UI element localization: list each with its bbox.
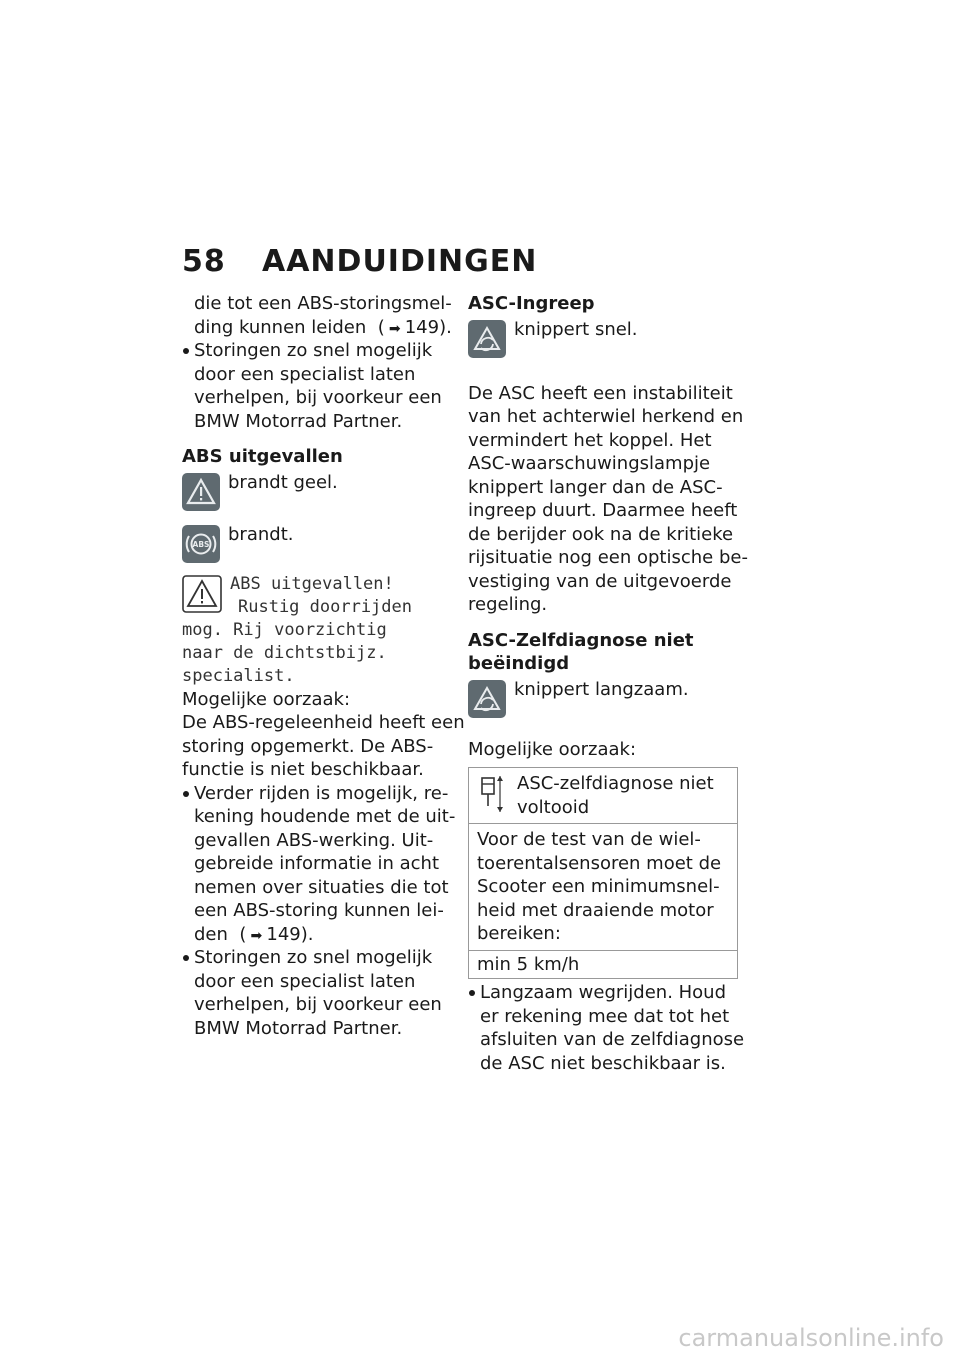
abs-light-text: brandt.	[228, 523, 294, 545]
paragraph-line: vermindert het koppel. Het	[468, 429, 712, 451]
display-message-line: Rustig doorrijden	[238, 596, 412, 617]
table-cell-line: min 5 km/h	[477, 953, 580, 975]
page-number: 58	[182, 244, 226, 279]
intro-line: die tot een ABS-storingsmel-	[194, 293, 452, 314]
paragraph-line: de berijder ook na de kritieke	[468, 523, 734, 545]
list-item-line: BMW Motorrad Partner.	[194, 410, 403, 432]
table-cell-line: Scooter een minimumsnel-	[477, 876, 720, 897]
abs-heading: ABS uitgevallen	[182, 446, 343, 467]
table-cell-line: heid met draaiende motor	[477, 899, 714, 921]
asc-icon	[468, 680, 506, 718]
display-message-line: mog. Rij voorzichtig	[182, 619, 387, 640]
cause-line: storing opgemerkt. De ABS-	[182, 735, 434, 757]
list-item-line: door een specialist laten	[194, 363, 416, 385]
right-column	[468, 292, 748, 1075]
page-ref: 149).	[266, 923, 314, 945]
list-item-line: de ASC niet beschikbaar is.	[480, 1052, 726, 1074]
list-item: Langzaam wegrijden. Houd	[468, 981, 740, 1005]
table-cell-line: bereiken:	[477, 923, 561, 944]
table-cell-line: voltooid	[517, 796, 590, 818]
abs-light-row	[182, 523, 454, 573]
asc-light-text: knippert snel.	[514, 318, 638, 340]
list-item-line: den ( ➡ 149).	[182, 923, 454, 947]
list-item-line: nemen over situaties die tot	[194, 876, 449, 898]
list-item-line: door een specialist laten	[194, 970, 416, 992]
diag-heading: ASC-Zelfdiagnose niet	[468, 629, 694, 651]
paragraph-line: regeling.	[468, 594, 548, 615]
page-ref-arrow-icon: ➡	[388, 320, 401, 337]
paragraph-line: De ASC heeft een instabiliteit	[468, 382, 733, 404]
asc-paragraph	[468, 382, 748, 617]
list-item-line: een ABS-storing kunnen lei-	[194, 900, 444, 921]
list-item-line: er rekening mee dat tot het	[480, 1005, 730, 1027]
cause-line: De ABS-regeleenheid heeft een	[182, 712, 465, 733]
intro-line: ding kunnen leiden ( ➡ 149).	[182, 316, 454, 340]
paragraph-line: van het achterwiel herkend en	[468, 406, 744, 427]
paragraph-line: rijsituatie nog een optische be-	[468, 547, 748, 568]
list-item-line: gevallen ABS-werking. Uit-	[194, 829, 434, 851]
list-item: Storingen zo snel mogelijk	[182, 339, 454, 363]
list-item-line: gebreide informatie in acht	[194, 853, 440, 874]
gauge-measure-icon	[479, 774, 505, 821]
display-message	[182, 573, 454, 688]
page-ref-arrow-icon: ➡	[250, 927, 263, 944]
list-item: Verder rijden is mogelijk, re-	[182, 782, 454, 806]
general-warning-icon	[182, 473, 220, 511]
table-cell-line: toerentalsensoren moet de	[477, 852, 722, 874]
list-item-line: verhelpen, bij voorkeur een	[194, 994, 442, 1015]
warning-triangle-icon	[182, 575, 222, 613]
svg-text:ABS: ABS	[192, 539, 210, 549]
page-ref: 149).	[404, 316, 452, 338]
table-row	[469, 824, 738, 951]
list-item-line: verhelpen, bij voorkeur een	[194, 387, 442, 408]
diag-light-text: knippert langzaam.	[514, 678, 689, 700]
paragraph-line: ingreep duurt. Daarmee heeft	[468, 500, 738, 521]
asc-heading: ASC-Ingreep	[468, 293, 595, 314]
list-item-line: BMW Motorrad Partner.	[194, 1017, 403, 1039]
display-message-line: naar de dichtstbijz.	[182, 642, 387, 663]
paragraph-line: vestiging van de uitgevoerde	[468, 570, 732, 592]
table-cell-line: ASC-zelfdiagnose niet	[517, 773, 714, 794]
abs-icon	[182, 525, 220, 563]
watermark: carmanualsonline.info	[678, 1324, 944, 1352]
asc-diagnosis-table	[468, 767, 738, 979]
abs-warning-text: brandt geel.	[228, 471, 338, 493]
list-item-line: afsluiten van de zelfdiagnose	[480, 1029, 745, 1050]
cause-label: Mogelijke oorzaak:	[468, 738, 637, 760]
abs-warning-row	[182, 471, 454, 521]
display-message-line: specialist.	[182, 665, 295, 686]
asc-light-row	[468, 318, 740, 368]
table-row	[469, 768, 738, 824]
left-column	[182, 292, 465, 1040]
table-row	[469, 950, 738, 979]
paragraph-line: ASC-waarschuwingslampje	[468, 453, 711, 474]
paragraph-line: knippert langer dan de ASC-	[468, 476, 723, 498]
asc-icon	[468, 320, 506, 358]
cause-label: Mogelijke oorzaak:	[182, 688, 351, 710]
list-item: Storingen zo snel mogelijk	[182, 946, 454, 970]
diag-light-row	[468, 678, 740, 728]
diag-heading-line2: beëindigd	[468, 653, 570, 674]
table-cell-line: Voor de test van de wiel-	[477, 829, 701, 850]
display-message-line: ABS uitgevallen!	[230, 573, 394, 594]
list-item-line: kening houdende met de uit-	[194, 806, 456, 827]
page-title: AANDUIDINGEN	[262, 244, 538, 279]
cause-line: functie is niet beschikbaar.	[182, 759, 424, 780]
